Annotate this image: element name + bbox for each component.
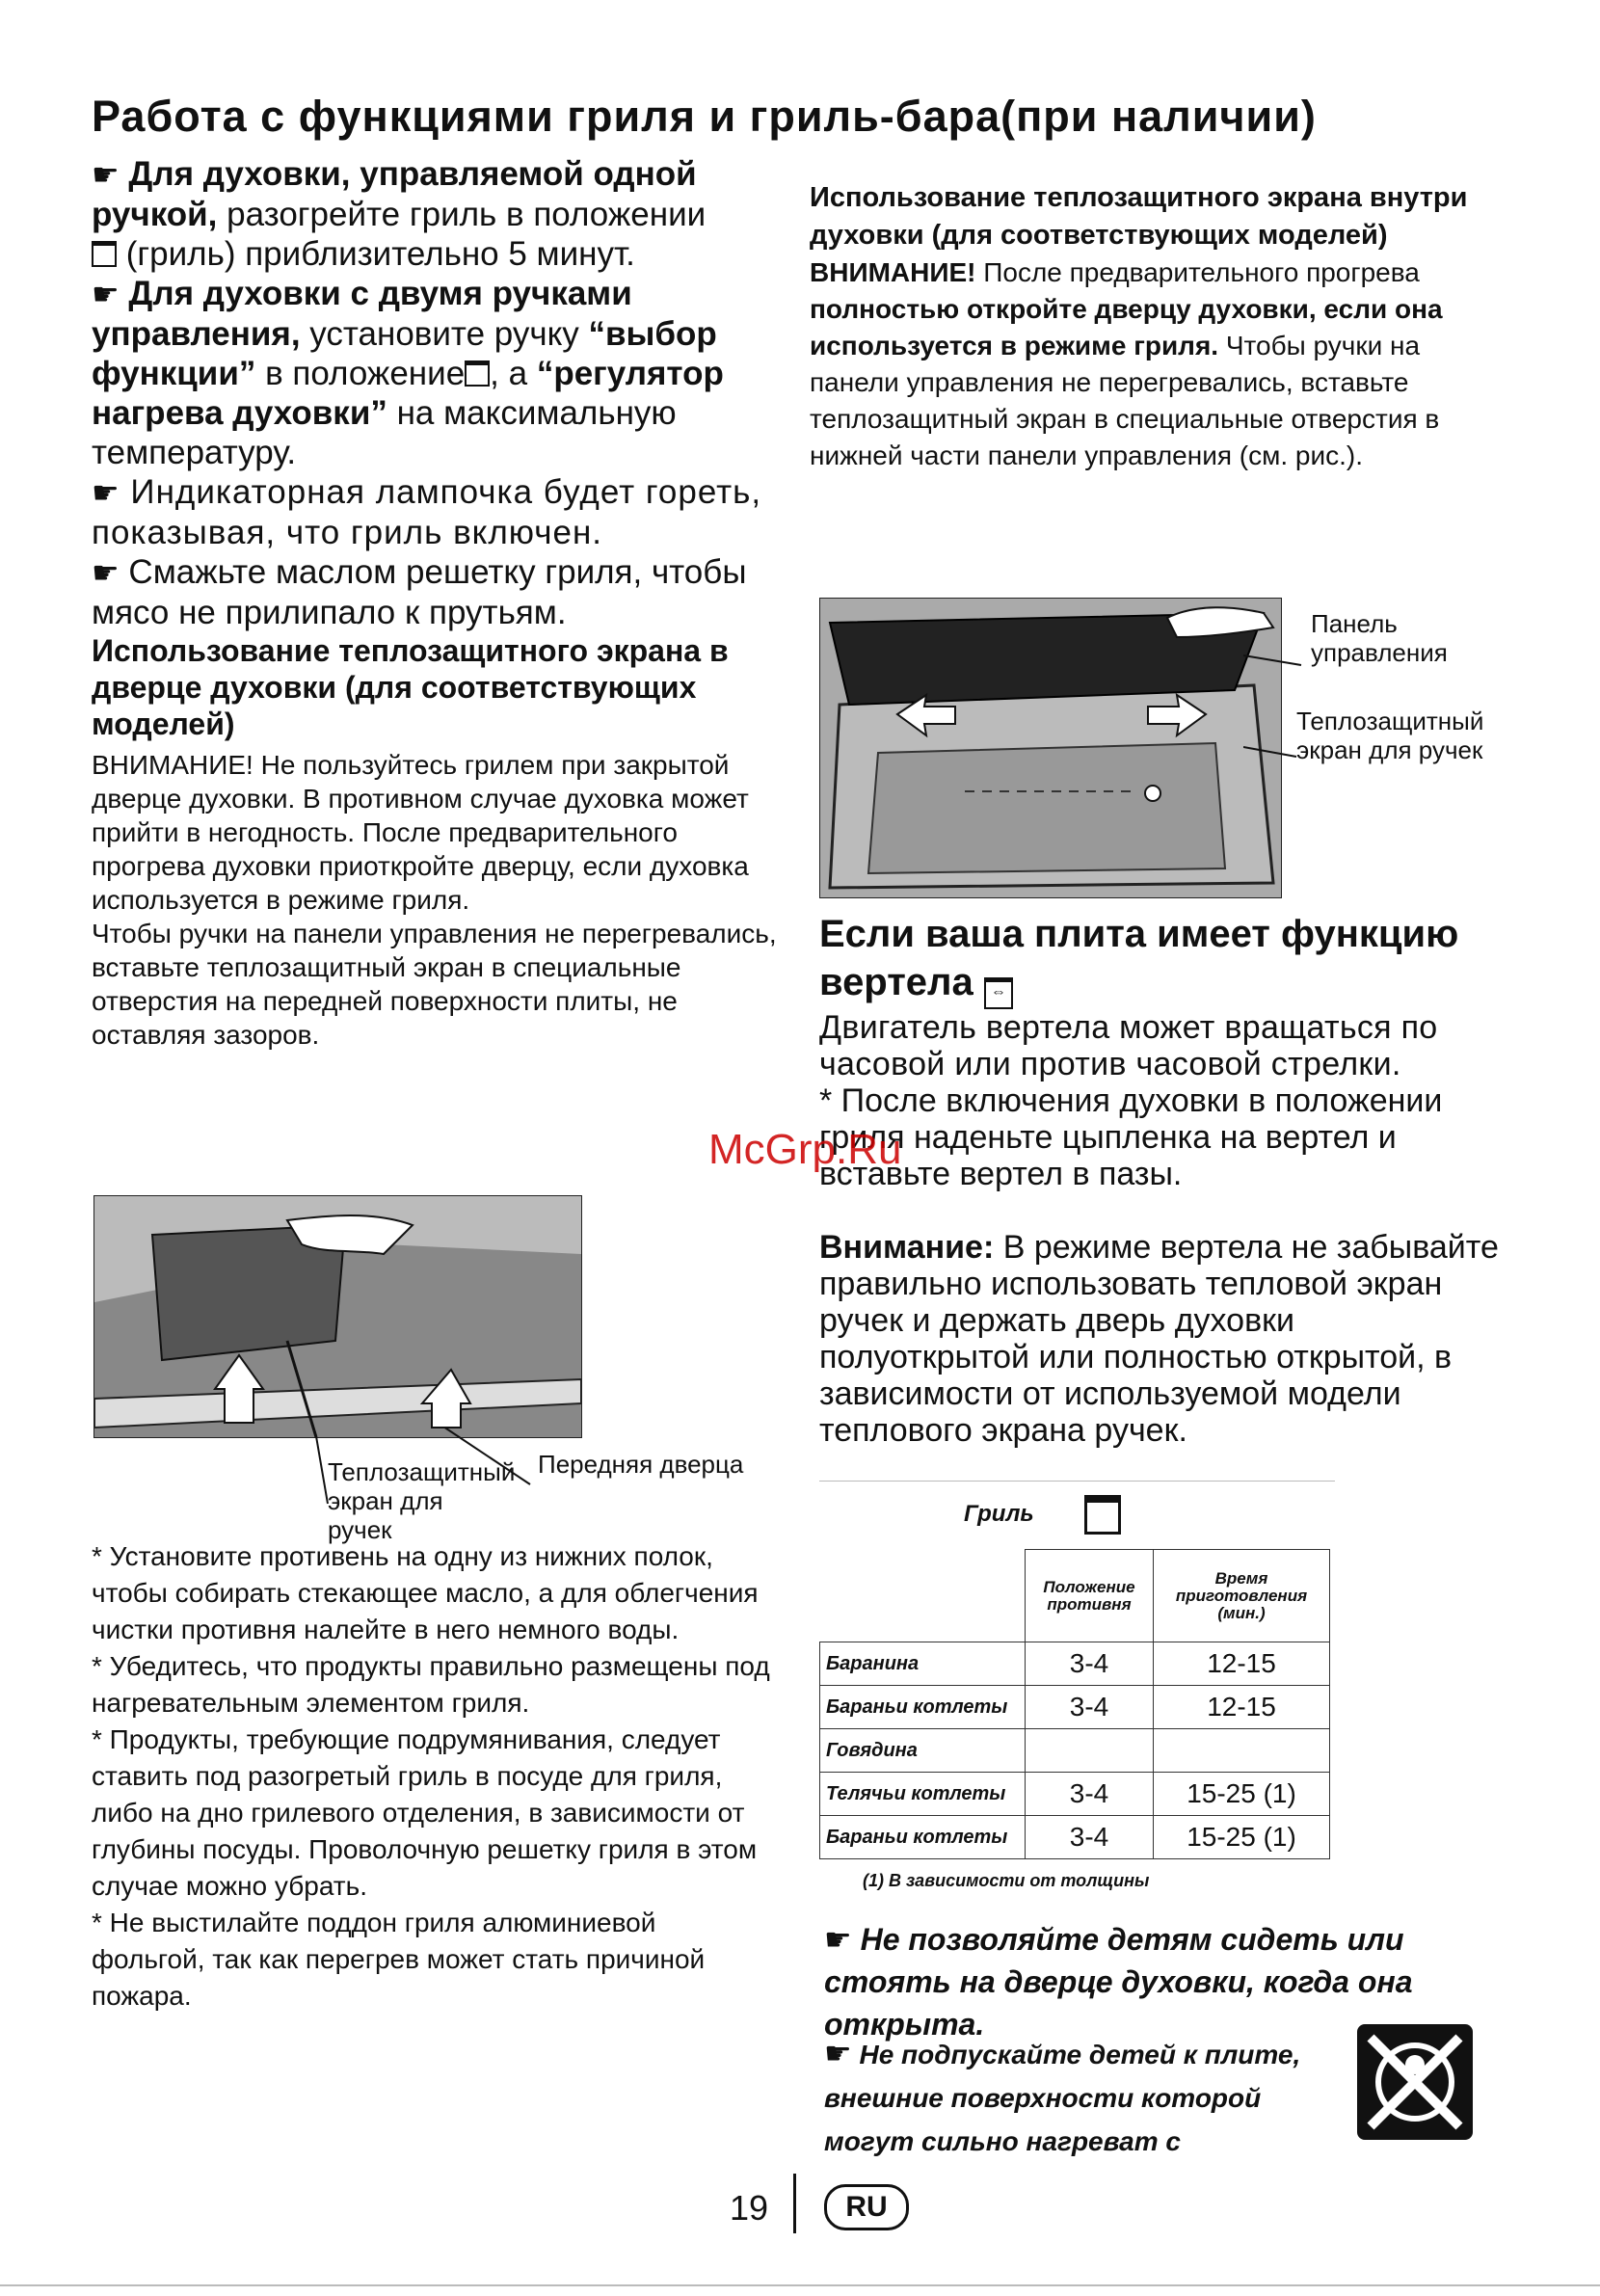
warning-door-text-2: Чтобы ручки на панели управления не перегревались, вставьте теплозащитный экран в специальные отверстия на передней поверхности плиты, не оставляя зазоров. [92,919,777,1050]
kids-door-warning: ☛ Не позволяйте детям сидеть или стоять на дверце духовки, когда она открыта. [824,1922,1413,2042]
label-handle-shield: Теплозащитный экран для ручек [328,1457,516,1544]
note-item: * Не выстилайте поддон гриля алюминиевой фольгой, так как перегрев может стать причиной пожара. [92,1908,706,2011]
language-badge: RU [824,2184,909,2230]
page-number: 19 [730,2188,769,2228]
left-column [92,154,786,1052]
right-column-top [810,179,1508,474]
note-item: * Убедитесь, что продукты правильно размещены под нагревательным элементом гриля. [92,1651,770,1718]
table-row: Бараньи котлеты 3-4 15-25 (1) [820,1816,1330,1859]
note-item: * Продукты, требующие подрумянивания, следует ставить под разогретый гриль в посуде для гриля, либо на дно грилевого отделения, в зависимости от глубины посуды. Проволочную решетку гриля в этом случае можно убрать. [92,1724,758,1901]
note-item: * Установите противень на одну из нижних полок, чтобы собирать стекающее масло, а для облегчения чистки противня налейте в него немного воды. [92,1541,759,1644]
warning-inside-text: ВНИМАНИЕ! После предварительного прогрева полностью откройте дверцу духовки, если она используется в режиме гриля. Чтобы ручки на панели управления не перегревались, вставьте теплозащитный экран в специальные отверстия в нижней части панели управления (см. рис.). [810,257,1443,470]
pointing-hand-icon: ☛ [92,277,120,311]
pointing-hand-icon: ☛ [824,1922,852,1957]
bottom-rule [0,2284,1600,2286]
grill-table [819,1549,1330,1859]
grill-mode-icon [465,360,490,387]
kids-hot-surface-warning: ☛ Не подпускайте детей к плите, внешние поверхности которой могут сильно нагреват с [824,2036,1301,2156]
heading-spit: Если ваша плита имеет функцию вертела ⇔ [819,910,1513,1009]
grease-rack-note: ☛ Смажьте маслом решетку гриля, чтобы мясо не прилипало к прутьям. [92,553,747,631]
table-row: Баранина 3-4 12-15 [820,1642,1330,1686]
spit-motor-text: Двигатель вертела может вращаться по часовой или против часовой стрелки. [819,1009,1438,1082]
inner-shield-illustration [819,598,1282,898]
pointing-hand-icon: ☛ [92,555,120,590]
door-shield-illustration [93,1195,582,1438]
grill-table-section [819,1481,1335,1891]
watermark: McGrp.Ru [708,1126,902,1173]
pointing-hand-icon: ☛ [824,2036,852,2070]
page-title: Работа с функциями гриля и гриль-бара(при наличии) [92,92,1317,141]
grill-table-title: Гриль [819,1482,1335,1549]
table-row: Говядина [820,1729,1330,1773]
table-row: Телячьи котлеты 3-4 15-25 (1) [820,1773,1330,1816]
table-row: Бараньи котлеты 3-4 12-15 [820,1686,1330,1729]
grill-notes [92,1538,776,2015]
callout-lines [299,1427,549,1513]
label-control-panel: Панель управления [1311,609,1465,667]
instruction-one-knob: ☛ Для духовки, управляемой одной ручкой, разогрейте гриль в положении (гриль) приблизительно 5 минут. [92,155,707,273]
indicator-lamp-note: ☛ Индикаторная лампочка будет гореть, показывая, что гриль включен. [92,473,762,551]
footer-divider [793,2174,796,2233]
spit-section [819,910,1513,1449]
table-footnote: (1) В зависимости от толщины [863,1871,1150,1890]
inner-shield-drawing [820,599,1281,897]
callout-lines-right [1243,617,1494,771]
heading-door-shield: Использование теплозащитного экрана в дверце духовки (для соответствующих моделей) [92,633,729,741]
door-shield-drawing [94,1196,581,1437]
warning-door-text: ВНИМАНИЕ! Не пользуйтесь грилем при закрытой дверце духовки. В противном случае духовка может прийти в негодность. После предварительного прогрева духовки приоткройте дверцу, если духовка используется в режиме гриля. [92,750,749,915]
spit-mode-icon: ⇔ [984,977,1013,1009]
spit-insert-text: * После включения духовки в положении гриля наденьте цыпленка на вертел и вставьте вертел в пазы. [819,1082,1443,1192]
spit-attention-text: Внимание: В режиме вертела не забывайте правильно использовать тепловой экран ручек и держать дверь духовки полуоткрытой или полностью открытой, в зависимости от используемой модели теплового экрана ручек. [819,1229,1499,1449]
grill-mode-icon [92,241,117,267]
pointing-hand-icon: ☛ [92,157,120,192]
pointing-hand-icon: ☛ [92,475,120,510]
label-front-door: Передняя дверца [538,1450,744,1479]
label-handle-shield-inside: Теплозащитный экран для ручек [1296,707,1499,764]
heading-inside-shield: Использование теплозащитного экрана внутри духовки (для соответствующих моделей) [810,182,1468,251]
col-header-position: Положение противня [1026,1550,1154,1642]
col-header-time: Время приготовления (мин.) [1154,1550,1330,1642]
grill-mode-icon [1084,1495,1121,1535]
instruction-two-knobs: ☛ Для духовки с двумя ручками управления, установите ручку “выбор функции” в положение , а “регулятор нагрева духовки” на максимальную температуру. [92,275,724,471]
no-children-symbol-icon [1357,2024,1473,2140]
